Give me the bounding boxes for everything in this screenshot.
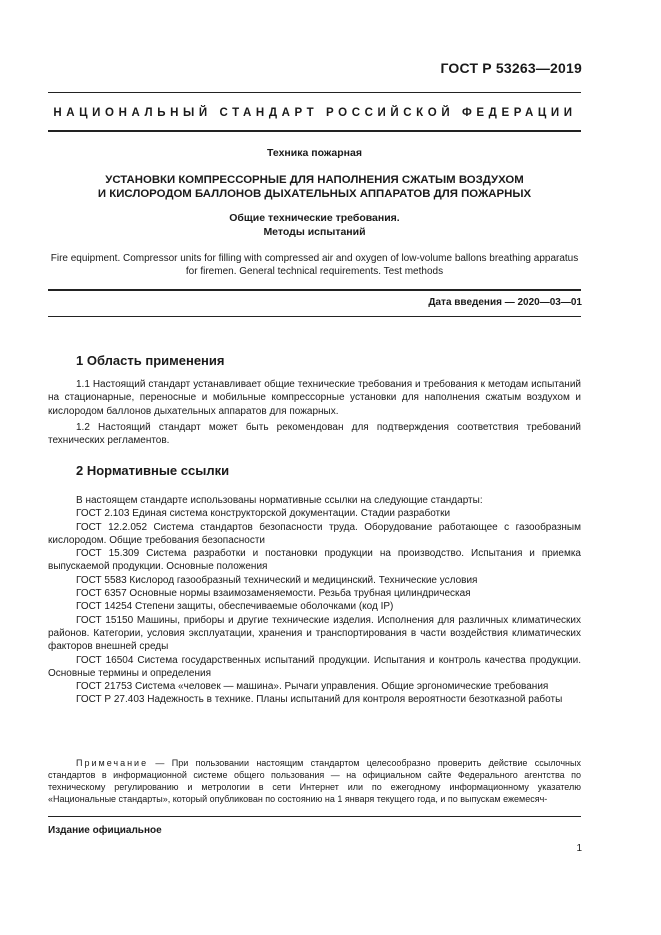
reference-item: ГОСТ 21753 Система «человек — машина». Рычаги управления. Общие эргономические требования <box>76 681 549 693</box>
footer-rule <box>48 816 581 817</box>
national-standard-banner: НАЦИОНАЛЬНЫЙ СТАНДАРТ РОССИЙСКОЙ ФЕДЕРАЦИИ <box>53 107 577 119</box>
reference-item: ГОСТ 6357 Основные нормы взаимозаменяемости. Резьба трубная цилиндрическая <box>76 588 471 600</box>
document-number: ГОСТ Р 53263—2019 <box>440 60 582 76</box>
date-rule <box>48 316 581 317</box>
standard-title <box>48 173 581 201</box>
title-line: УСТАНОВКИ КОМПРЕССОРНЫЕ ДЛЯ НАПОЛНЕНИЯ СЖАТЫМ ВОЗДУХОМ <box>105 174 524 186</box>
top-rule <box>48 92 581 93</box>
reference-item: ГОСТ 14254 Степени защиты, обеспечиваемые оболочками (код IP) <box>76 601 394 613</box>
note-text: — При пользовании настоящим стандартом целесообразно проверить действие ссылочных стандартов в информационной системе общего пользования — на официальном сайте Федерального агентства по техническому регулированию и метрологии в сети Интернет или по ежегодному информационному указателю «Национальные стандарты», который опубликован по состоянию на 1 января текущего года, и по выпускам ежемесяч- <box>48 758 581 804</box>
paragraph-text: 1.1 Настоящий стандарт устанавливает общие технические требования и требования к методам испытаний на стационарные, переносные и мобильные компрессорные установки для наполнения сжатым воздухом и кислородом баллонов дыхательных аппаратов для пожарных. <box>48 379 581 417</box>
section-2-heading: 2 Нормативные ссылки <box>76 463 230 478</box>
reference-item: ГОСТ 15.309 Система разработки и постановки продукции на производство. Испытания и приемка выпускаемой продукции. Основные положения <box>48 548 581 573</box>
section-1-heading: 1 Область применения <box>76 353 225 368</box>
standard-subtitle <box>48 211 581 239</box>
subtitle-line: Общие технические требования. <box>229 212 400 224</box>
introduction-date: Дата введения — 2020—03—01 <box>428 297 582 308</box>
note <box>48 757 581 805</box>
reference-item: ГОСТ 5583 Кислород газообразный технический и медицинский. Технические условия <box>76 574 478 586</box>
english-title-line: Fire equipment. Compressor units for filling with compressed air and oxygen of low-volume ballons breathing apparatus <box>50 253 579 264</box>
reference-item: ГОСТ 2.103 Единая система конструкторской документации. Стадии разработки <box>76 508 451 520</box>
title-line: И КИСЛОРОДОМ БАЛЛОНОВ ДЫХАТЕЛЬНЫХ АППАРАТОВ ДЛЯ ПОЖАРНЫХ <box>97 188 532 200</box>
official-edition-label: Издание официальное <box>48 825 162 836</box>
reference-item: ГОСТ 16504 Система государственных испытаний продукции. Испытания и контроль качества продукции. Основные термины и определения <box>48 654 581 679</box>
page-number: 1 <box>576 843 582 854</box>
section-1-paragraph <box>48 421 581 448</box>
reference-item: ГОСТ 12.2.052 Система стандартов безопасности труда. Оборудование работающее с газообразным кислородом. Общие требования безопасности <box>48 521 581 546</box>
english-title-line: for firemen. General technical requirements. Test methods <box>185 266 444 277</box>
title-rule <box>48 289 581 291</box>
references-intro: В настоящем стандарте использованы нормативные ссылки на следующие стандарты: <box>76 495 483 506</box>
note-label: Примечание <box>76 758 149 768</box>
standard-category: Техника пожарная <box>267 147 362 159</box>
normative-references <box>48 494 581 707</box>
subtitle-line: Методы испытаний <box>263 226 366 238</box>
section-1-paragraph <box>48 378 581 418</box>
paragraph-text: 1.2 Настоящий стандарт может быть рекомендован для подтверждения соответствия требований технических регламентов. <box>48 422 581 447</box>
english-title <box>48 252 581 278</box>
reference-item: ГОСТ 15150 Машины, приборы и другие технические изделия. Исполнения для различных климатических районов. Категории, условия эксплуатации, хранения и транспортирования в части воздействия климатических факторов внешней среды <box>48 614 581 653</box>
banner-rule <box>48 130 581 132</box>
reference-item: ГОСТ Р 27.403 Надежность в технике. Планы испытаний для контроля вероятности безотказной работы <box>76 694 563 706</box>
